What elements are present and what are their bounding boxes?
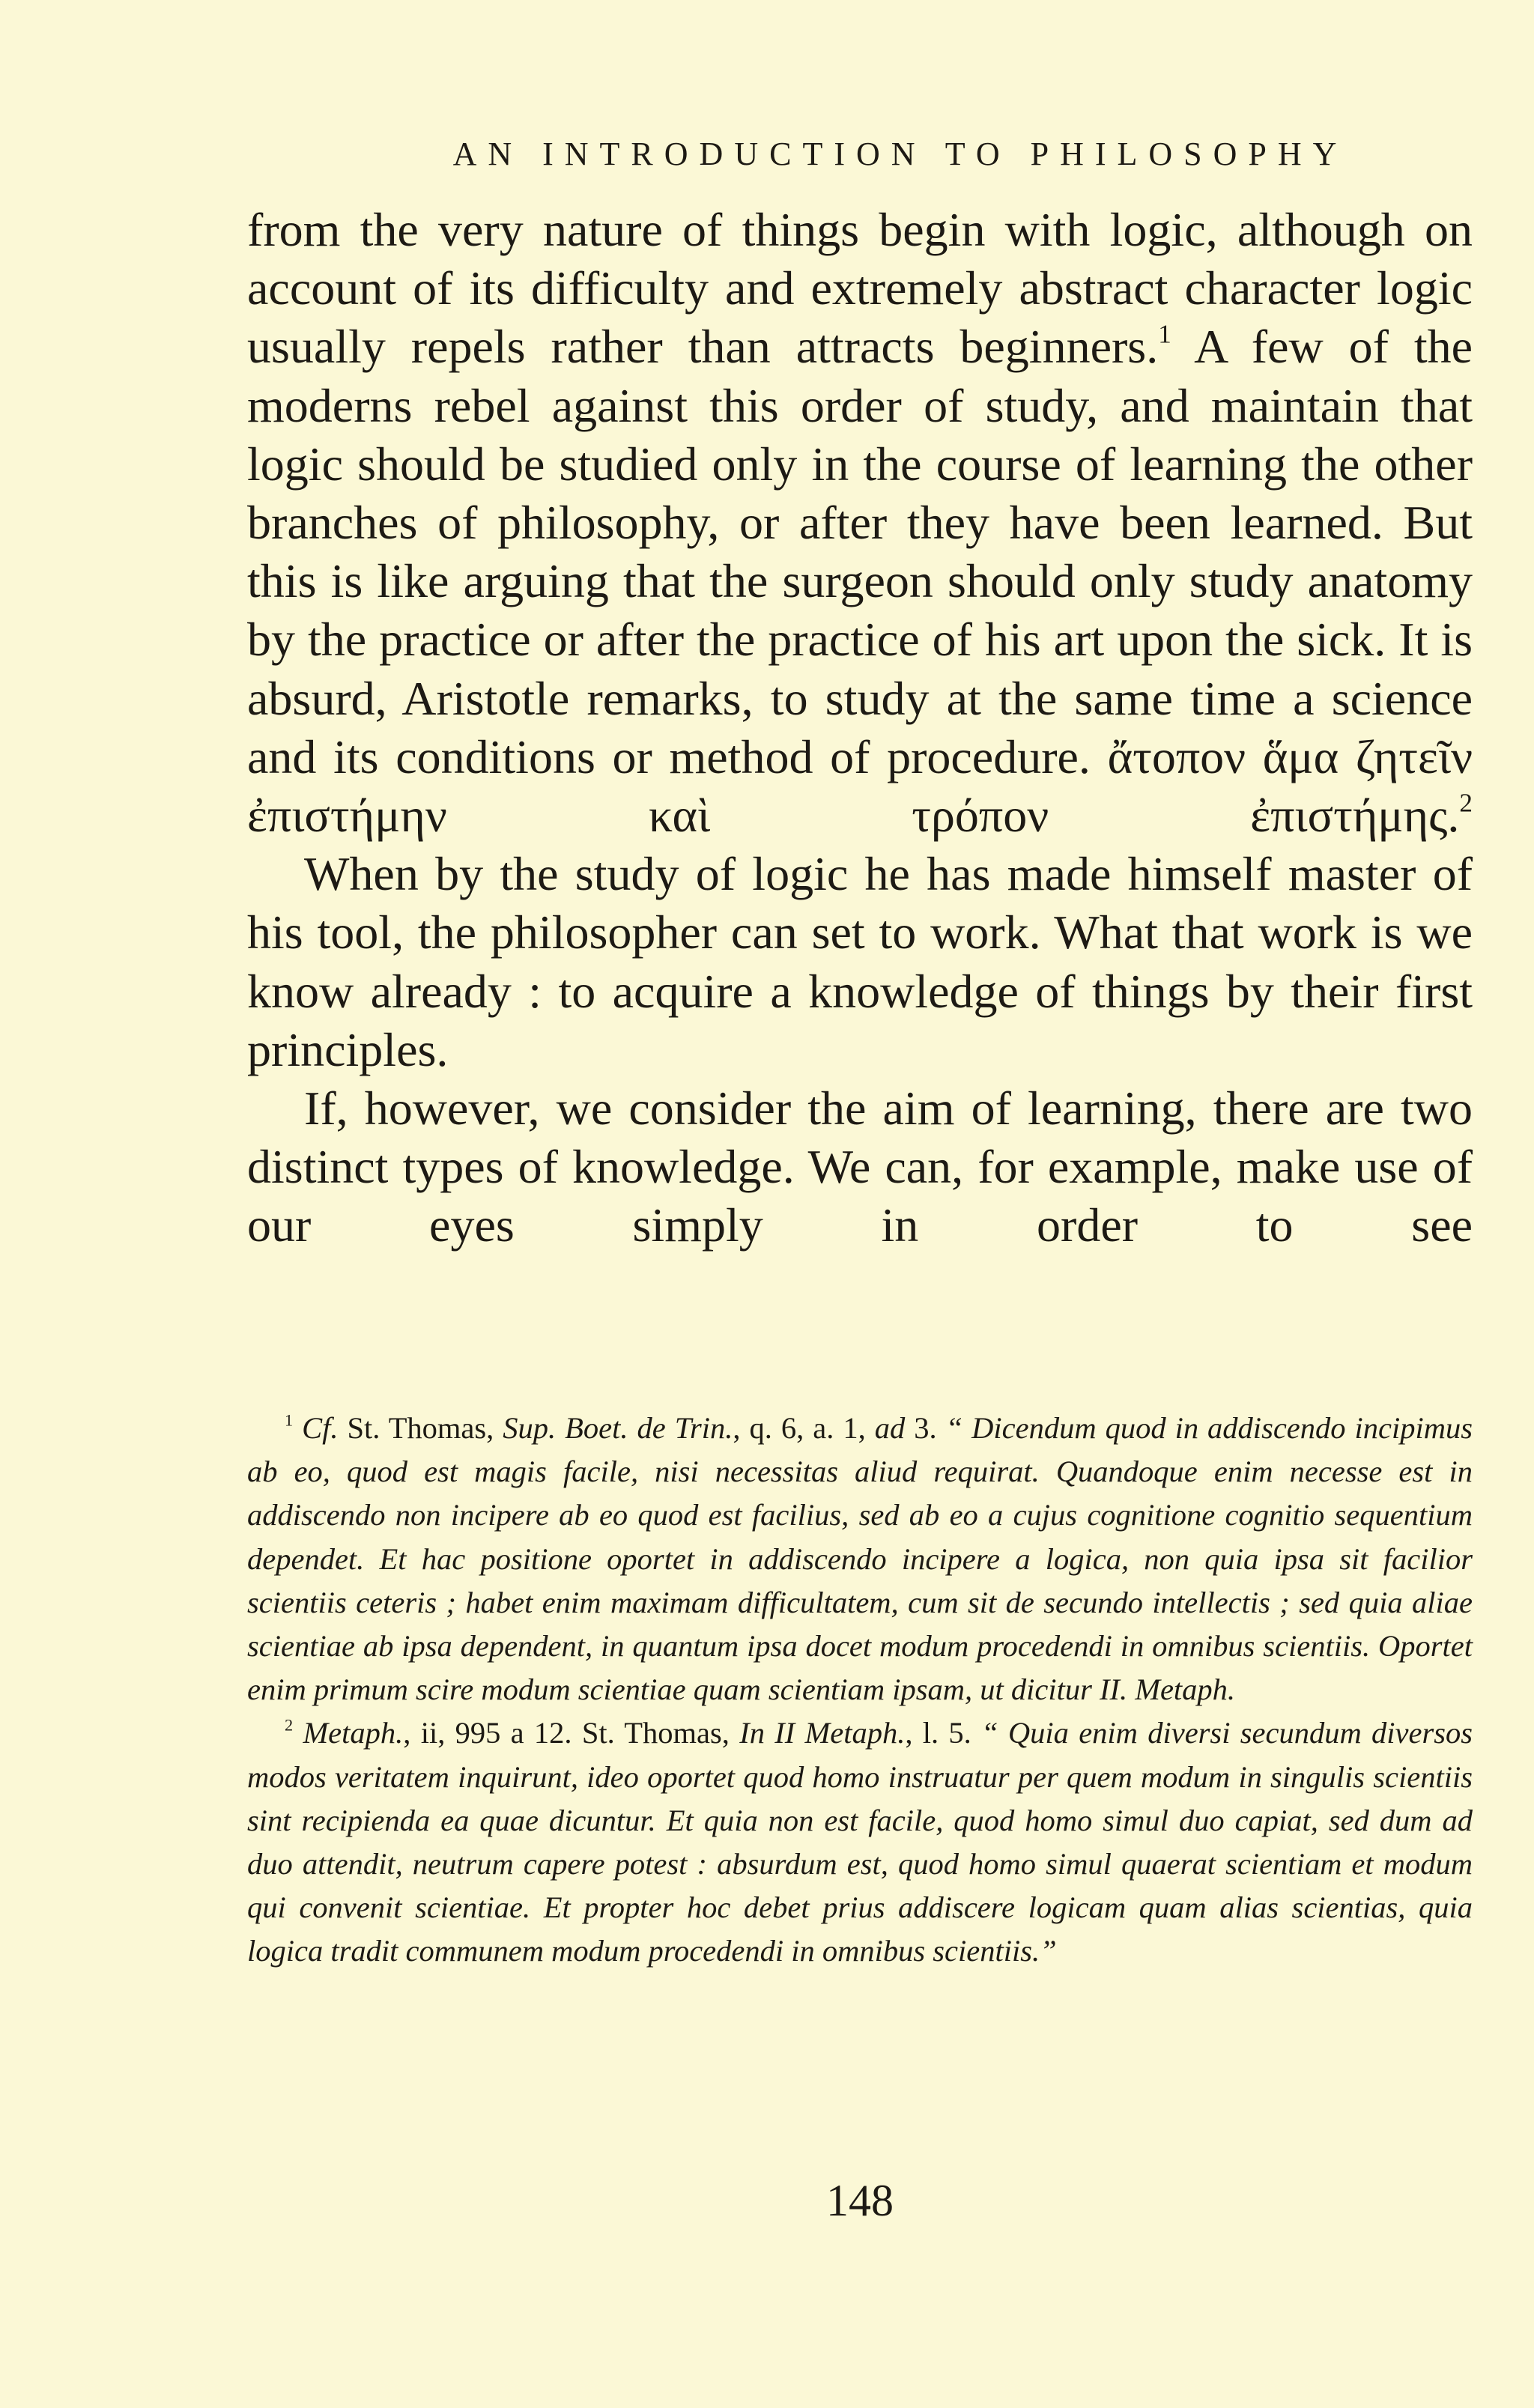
footnote-1-ad: ad: [874, 1411, 906, 1445]
footnote-1-marker: 1: [285, 1410, 294, 1430]
footnote-1-author: St. Thomas,: [338, 1411, 503, 1445]
page-number: 148: [826, 2176, 894, 2225]
footnote-2-work: Metaph.: [303, 1716, 404, 1750]
footnote-2-location2: , l. 5.: [905, 1716, 982, 1750]
paragraph-3: If, however, we consider the aim of learning, there are two distinct types of knowledge. We can, for example, make use of our eyes simply in order to see: [247, 1082, 1473, 1252]
paragraph-1-text: from the very nature of things begin with logic, although on account of its difficulty and extremely abstract character logic usually repels rather than attracts beginners.: [247, 203, 1473, 374]
footnote-1-cf: Cf.: [302, 1411, 339, 1445]
footnote-2-quote: “ Quia enim diversi secundum diversos modos veritatem inquirunt, ideo oportet quod homo instruatur per quem modum in singulis scientiis sint recipienda ea quae dicuntur. Et quia non est facile, quod homo simul duo capiat, sed dum ad duo attendit, neutrum capere potest : absurdum est, quod homo simul quaerat scientiam et modum qui convenit scientiae. Et propter hoc debet prius addiscere logicam quam alias scientias, quia logica tradit communem modum procedendi in omnibus scientiis.”: [247, 1716, 1473, 1968]
running-head: AN INTRODUCTION TO PHILOSOPHY: [452, 136, 1348, 172]
footnote-1-ad-number: 3.: [905, 1411, 946, 1445]
footnote-1-location: , q. 6, a. 1,: [733, 1411, 875, 1445]
paragraph-2: When by the study of logic he has made himself master of his tool, the philosopher can set to work. What that work is we know already : to acquire a knowledge of things by their first principles.: [247, 847, 1473, 1076]
footnote-2-location: , ii, 995 a 12. St. Thomas,: [403, 1716, 740, 1750]
footnote-2: [247, 1711, 1473, 1973]
footnote-1-quote: “ Dicendum quod in addiscendo incipimus ab eo, quod est magis facile, nisi necessitas aliud requirat. Quandoque enim necesse est in addiscendo non incipere ab eo quod est facilius, sed ab eo a cujus cognitione cognitio sequentium dependet. Et hac positione oportet in addiscendo incipere a logica, non quia ipsa sit facilior scientiis ceteris ; habet enim maximam difficultatem, cum sit de secundo intellectis ; sed quia aliae scientiae ab ipsa dependent, in quantum ipsa docet modum procedendi in omnibus scientiis. Oportet enim primum scire modum scientiae quam scientiam ipsam, ut dicitur II. Metaph.: [247, 1411, 1473, 1707]
paragraph-1-continuation: A few of the moderns rebel against this order of study, and maintain that logic should be studied only in the course of learning the other branches of philosophy, or after they have been learned. But this is like arguing that the surgeon should only study anatomy by the practice or after the practice of his art upon the sick. It is absurd, Aristotle remarks, to study at the same time a science and its conditions or method of procedure. ἄτοπον ἅμα ζητεῖν ἐπιστήμην καὶ τρόπον ἐπιστήμης.: [247, 320, 1473, 843]
book-page: [247, 0, 1473, 2408]
footnote-1-work: Sup. Boet. de Trin.: [503, 1411, 733, 1445]
footnote-2-marker: 2: [285, 1715, 294, 1735]
footnote-2-work2: In II Metaph.: [739, 1716, 906, 1750]
footnote-1: [247, 1407, 1473, 1711]
footnote-ref-1: 1: [1158, 320, 1171, 350]
footnotes: [247, 1407, 1473, 1974]
paragraph-1: [247, 201, 1473, 845]
main-text: [247, 201, 1473, 1255]
footnote-ref-2: 2: [1459, 788, 1473, 818]
